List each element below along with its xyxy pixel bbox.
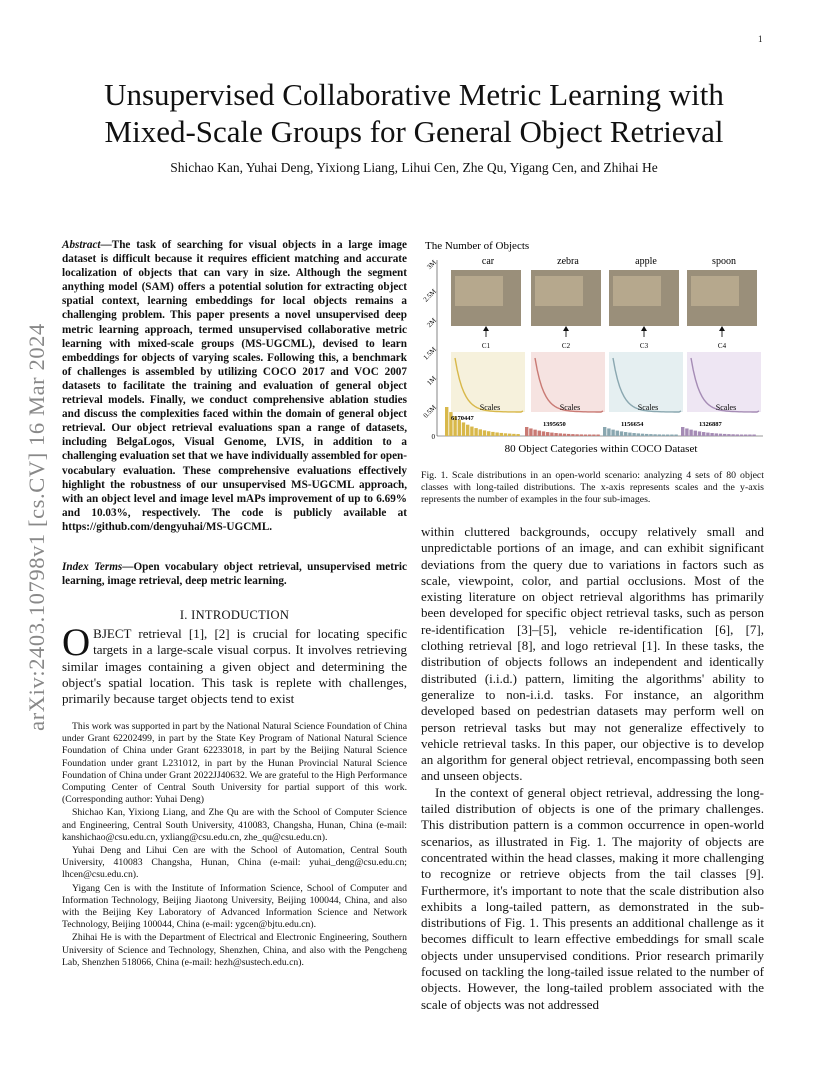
object-count-bar	[474, 428, 477, 436]
page-number: 1	[758, 34, 763, 44]
object-count-bar	[466, 425, 469, 436]
footnote-affiliation: Yuhai Deng and Lihui Cen are with the School of Automation, Central South University, 410083 Changsha, Hunan, China (e-mail: yuhai_deng@csu.edu.cn; lhcen@csu.edu.cn).	[62, 845, 407, 881]
object-count-bar	[542, 431, 545, 436]
object-count-bar	[752, 435, 755, 437]
object-count-bar	[508, 434, 511, 436]
scale-axis-label: Scales	[715, 403, 737, 412]
object-count-bar	[563, 434, 566, 436]
object-count-bar	[658, 434, 661, 436]
object-count-bar	[632, 433, 635, 436]
object-count-bar	[685, 428, 688, 436]
object-count-bar	[611, 430, 614, 436]
intro-paragraph	[62, 621, 407, 707]
object-count-bar	[458, 420, 461, 436]
author-list: Shichao Kan, Yuhai Deng, Yixiong Liang, Lihui Cen, Zhe Qu, Yigang Cen, and Zhihai He	[170, 160, 658, 175]
object-count-bar	[607, 428, 610, 436]
object-count-bar	[670, 435, 673, 437]
object-count-bar	[538, 431, 541, 436]
object-count-bar	[603, 427, 606, 436]
title-line-1: Unsupervised Collaborative Metric Learning with	[104, 77, 724, 112]
object-count-bar	[744, 435, 747, 437]
object-count-bar	[740, 435, 743, 437]
object-count-bar	[596, 435, 599, 437]
object-count-bar	[559, 433, 562, 436]
object-count-bar	[723, 434, 726, 436]
footnote-affiliation: Shichao Kan, Yixiong Liang, and Zhe Qu are with the School of Computer Science and Engineering, Central South University, 410083, Changsha, Hunan, China (e-mail: kanshichao@csu.edu.cn, yxliang@csu.edu.cn, zhe_qu@csu.edu.cn).	[62, 807, 407, 843]
figure-1	[421, 236, 766, 461]
object-count-bar	[666, 435, 669, 437]
object-count-bar	[653, 434, 656, 436]
category-id: C4	[717, 342, 727, 350]
object-count-bar	[649, 434, 652, 436]
figure-subplot	[603, 256, 683, 436]
object-count-label: 1156654	[621, 421, 644, 428]
object-count-bar	[637, 433, 640, 436]
object-count-bar	[445, 407, 448, 436]
y-tick-label: 0.5M	[421, 403, 438, 420]
category-id: C1	[481, 342, 491, 350]
object-count-bar	[620, 431, 623, 436]
object-count-bar	[736, 434, 739, 436]
figure-1-graphic	[421, 236, 766, 461]
object-count-bar	[706, 433, 709, 436]
index-terms	[62, 560, 407, 588]
object-count-bar	[698, 431, 701, 436]
y-tick-label: 0	[431, 433, 435, 441]
figure-caption: Fig. 1. Scale distributions in an open-world scenario: analyzing 4 sets of 80 object classes with long-tailed distributions. The x-axis represents scales and the y-axis represents the number of examples in the four sub-images.	[421, 470, 764, 505]
object-count-bar	[674, 435, 677, 437]
object-count-bar	[592, 435, 595, 437]
object-count-bar	[645, 434, 648, 436]
object-count-bar	[571, 434, 574, 436]
intro-text: BJECT retrieval [1], [2] is crucial for locating specific targets in a large-scale visual corpus. It involves retrieving similar images containing a given object and determining the object's spatial location. This task is replete with challenges, primarily because target objects tend to exist	[62, 626, 407, 707]
object-count-label: 1326887	[699, 421, 722, 428]
paper-title	[60, 76, 768, 150]
object-photo-highlight	[455, 276, 503, 306]
arxiv-stamp	[22, 282, 52, 772]
object-count-bar	[715, 433, 718, 436]
body-paragraph: within cluttered backgrounds, occupy relatively small and unpredictable portions of an image, and can exhibit significant deviations from the query due to variations in factors such as scale, viewpoint, color, and partial occlusions. Most of the existing literature on object retrieval algorithms has primarily been developed for specific object retrieval tasks, such as person re-identification [3]–[5], vehicle re-identification [6], [7], clothing retrieval [8], and logo retrieval [1]. In these tasks, the distribution of objects follows an independent and identically distributed (i.i.d.) pattern, limiting the algorithms' ability to generalize to non-i.i.d. tasks. For instance, an algorithm developed based on pedestrian datasets may perform well on person retrieval tasks but may not generalize effectively to vehicle retrieval tasks. In this paper, our objective is to develop an algorithm for general object retrieval, encompassing both seen and unseen objects.	[421, 524, 764, 784]
y-tick-label: 2M	[425, 316, 438, 330]
object-count-bar	[689, 430, 692, 436]
arrow-head-icon	[719, 326, 725, 331]
object-count-bar	[575, 434, 578, 436]
object-count-bar	[470, 427, 473, 436]
abstract-text: —The task of searching for visual objects in a large image dataset is difficult because it requires efficient matching and accurate localization of objects that can vary in size. Although the segment anything model (SAM) offers a potential solution for extracting object spatial context, learning embeddings for local objects remains a challenging problem. This paper presents a novel unsupervised deep metric learning approach, termed unsupervised collaborative metric learning with mixed-scale groups (MS-UGCML), devised to learn embeddings for objects of varying scales. Following this, a benchmark of challenges is assembled by utilizing COCO 2017 and VOC 2007 datasets to facilitate the training and evaluation of general object retrieval models. Finally, we conduct comprehensive ablation studies and discuss the complexities faced within the domain of general object retrieval. Our object retrieval evaluations span a range of datasets, including BelgaLogos, Visual Genome, LVIS, in addition to a challenging evaluation set that we have individually assembled for open-vocabulary evaluation. These comprehensive evaluations effectively highlight the robustness of our unsupervised MS-UGCML approach, with an object level and image level mAPs improvement of up to 6.69% and 10.03%, respectively. The code is publicly available at https://github.com/dengyuhai/MS-UGCML.	[62, 239, 407, 533]
object-count-bar	[710, 433, 713, 436]
body-paragraph: In the context of general object retrieval, addressing the long-tailed distribution of objects is one of the primary challenges. This distribution pattern is a common occurrence in open-world scenarios, as illustrated in Fig. 1. The majority of objects are concentrated within the head classes, making it more challenging to recognize or retrieve objects from the tail classes [9]. Furthermore, it's important to note that the scale distribution also exhibits a long-tailed pattern, as demonstrated in the sub-distributions of Fig. 1. This presents an additional challenge as it becomes difficult to learn effective embeddings for small scale objects under unsupervised conditions. Prior research primarily focused on tackling the long-tailed issue related to the number of objects. However, the long-tailed problem associated with the scale of objects was not addressed	[421, 784, 764, 1012]
object-count-bar	[584, 435, 587, 437]
footnotes	[62, 721, 407, 970]
object-count-bar	[495, 432, 498, 436]
object-count-bar	[731, 434, 734, 436]
object-count-bar	[546, 432, 549, 436]
arxiv-stamp-text: arXiv:2403.10798v1 [cs.CV] 16 Mar 2024	[24, 323, 49, 731]
object-count-bar	[616, 431, 619, 436]
arrow-head-icon	[641, 326, 647, 331]
object-count-bar	[483, 430, 486, 436]
category-name: zebra	[557, 256, 579, 267]
arrow-head-icon	[563, 326, 569, 331]
y-tick-label: 3M	[425, 258, 438, 272]
object-count-bar	[500, 433, 503, 436]
y-tick-label: 2.5M	[421, 287, 438, 304]
y-tick-label: 1M	[425, 374, 438, 388]
scale-axis-label: Scales	[479, 403, 501, 412]
object-count-bar	[525, 427, 528, 436]
abstract-label: Abstract	[62, 239, 101, 251]
figure-subplot	[445, 256, 525, 436]
y-tick-label: 1.5M	[421, 345, 438, 362]
object-count-bar	[512, 434, 515, 436]
title-line-2: Mixed-Scale Groups for General Object Retrieval	[104, 114, 724, 149]
object-count-bar	[533, 430, 536, 436]
object-count-bar	[681, 427, 684, 436]
object-count-bar	[694, 431, 697, 436]
object-count-bar	[628, 433, 631, 436]
object-photo-highlight	[691, 276, 739, 306]
object-count-bar	[567, 434, 570, 436]
category-id: C3	[639, 342, 649, 350]
arrow-head-icon	[483, 326, 489, 331]
object-count-bar	[516, 434, 519, 436]
object-photo-highlight	[613, 276, 661, 306]
object-count-bar	[580, 434, 583, 436]
scale-axis-label: Scales	[637, 403, 659, 412]
object-count-bar	[748, 435, 751, 437]
object-count-bar	[554, 433, 557, 436]
figure-subplot	[525, 256, 605, 436]
category-name: apple	[635, 256, 657, 267]
object-count-bar	[727, 434, 730, 436]
object-photo-highlight	[535, 276, 583, 306]
object-count-bar	[462, 422, 465, 436]
figure-ylabel: The Number of Objects	[425, 240, 530, 252]
drop-cap: O	[62, 621, 91, 664]
object-count-bar	[479, 429, 482, 436]
object-count-bar	[719, 434, 722, 436]
scale-axis-label: Scales	[559, 403, 581, 412]
section-heading-introduction: I. INTRODUCTION	[179, 608, 290, 622]
object-count-bar	[504, 433, 507, 436]
object-count-bar	[491, 432, 494, 436]
category-id: C2	[561, 342, 571, 350]
object-count-label: 6170447	[451, 415, 474, 422]
object-count-bar	[624, 432, 627, 436]
index-terms-text: —Open vocabulary object retrieval, unsupervised metric learning, image retrieval, deep metric learning.	[62, 561, 407, 588]
object-count-bar	[641, 434, 644, 436]
object-count-label: 1395650	[543, 421, 566, 428]
body-text	[421, 524, 764, 1013]
object-count-bar	[550, 433, 553, 436]
object-count-bar	[588, 435, 591, 437]
category-name: car	[481, 256, 495, 267]
footnote-affiliation: Zhihai He is with the Department of Electrical and Electronic Engineering, Southern University of Science and Technology, Shenzhen, China, and also with the Pengcheng Lab, Shenzhen 518066, China (e-mail: hezh@sustech.edu.cn).	[62, 932, 407, 968]
object-count-bar	[702, 432, 705, 436]
figure-subplot	[681, 256, 761, 436]
object-count-bar	[529, 428, 532, 436]
footnote-funding: This work was supported in part by the National Natural Science Foundation of China under Grant 62202499, in part by the State Key Program of National Natural Science Foundation of China under Grant 62233018, in part by the Beijing Natural Science Foundation under grant L231012, in part by the Hunan Provincial Natural Science Foundation of China under Grant 2022JJ40632. We are grateful to the High Performance Computing Center of Central South University for partial support of this work. (Corresponding author: Yuhai Deng)	[62, 721, 407, 806]
object-count-bar	[662, 435, 665, 437]
figure-xlabel: 80 Object Categories within COCO Dataset	[504, 443, 698, 455]
footnote-affiliation: Yigang Cen is with the Institute of Information Science, School of Computer and Information Technology, Beijing Jiaotong University, Beijing 100044, China, and also with the Beijing Key Laboratory of Advanced Information Science and Network Technology, Beijing 100044, China (e-mail: ygcen@bjtu.edu.cn).	[62, 882, 407, 931]
abstract	[62, 238, 407, 534]
index-terms-label: Index Terms	[62, 561, 123, 573]
category-name: spoon	[712, 256, 736, 267]
object-count-bar	[487, 431, 490, 436]
